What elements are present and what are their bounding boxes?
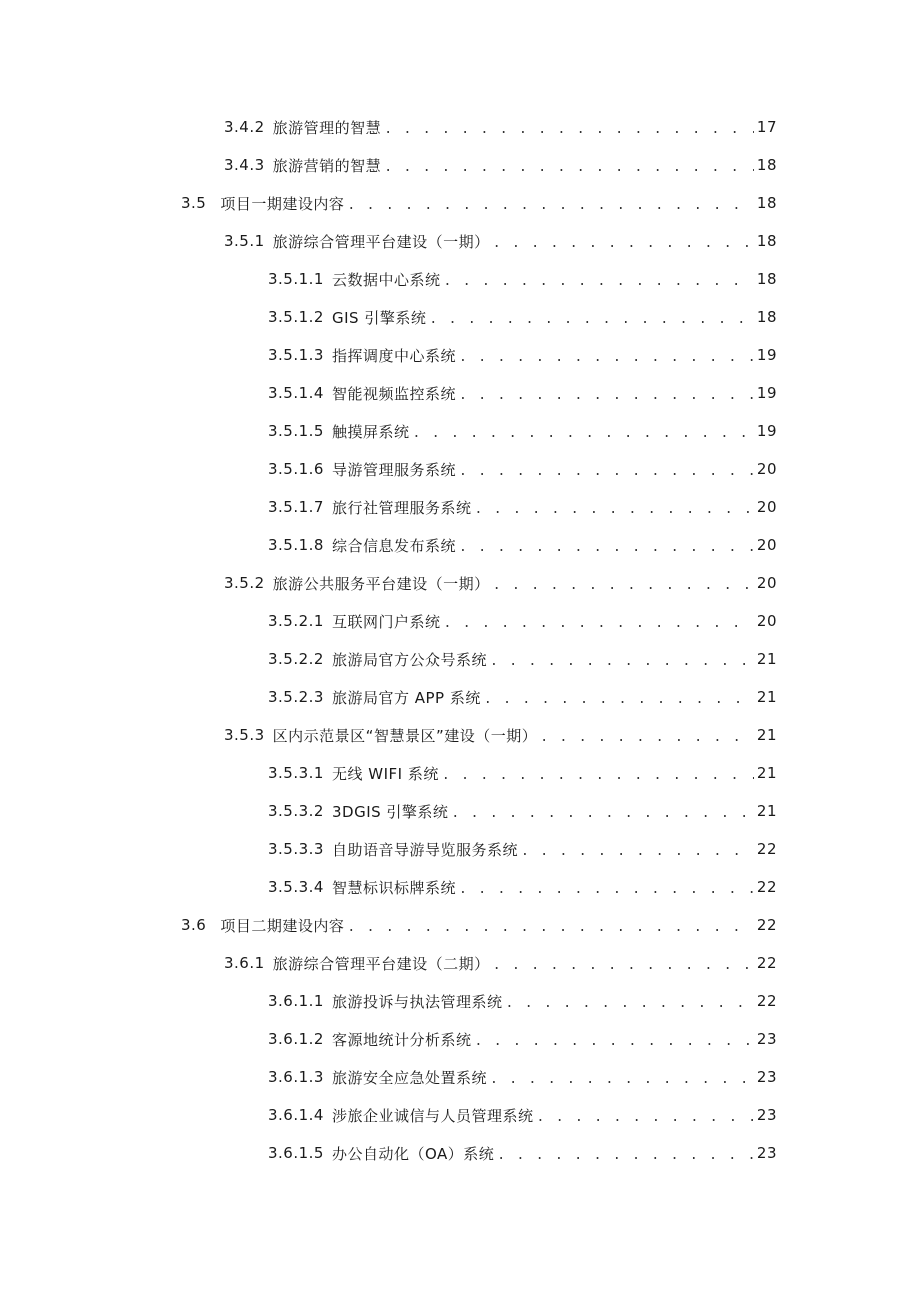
toc-section-title: 旅游营销的智慧 [272, 156, 382, 175]
toc-section-number: 3.5.3.3 [268, 840, 324, 858]
toc-entry[interactable] [0, 374, 920, 412]
toc-entry[interactable] [0, 488, 920, 526]
toc-page-number: 23 [756, 1068, 777, 1086]
toc-section-title: 3DGIS 引擎系统 [331, 802, 449, 821]
toc-dot-leader [521, 845, 754, 858]
toc-page-number: 18 [756, 156, 777, 174]
toc-page-number: 21 [756, 688, 777, 706]
toc-section-title: 导游管理服务系统 [331, 460, 456, 479]
toc-section-number: 3.5.1.8 [268, 536, 324, 554]
toc-entry[interactable] [0, 1134, 920, 1172]
toc-page-number: 21 [756, 726, 777, 744]
toc-page-number: 22 [756, 840, 777, 858]
toc-section-number: 3.6.1.3 [268, 1068, 324, 1086]
toc-section-number: 3.5.1 [224, 232, 265, 250]
toc-entry[interactable] [0, 678, 920, 716]
toc-section-title: 旅游投诉与执法管理系统 [331, 992, 503, 1011]
toc-section-title: 旅游局官方公众号系统 [331, 650, 487, 669]
toc-dot-leader [384, 161, 754, 174]
toc-section-title: 无线 WIFI 系统 [331, 764, 439, 783]
toc-dot-leader [444, 275, 754, 288]
toc-section-number: 3.6.1.5 [268, 1144, 324, 1162]
toc-dot-leader [540, 731, 754, 744]
toc-dot-leader [459, 351, 754, 364]
toc-section-number: 3.5.3.4 [268, 878, 324, 896]
toc-dot-leader [459, 541, 754, 554]
toc-section-title: 旅游公共服务平台建设（一期） [272, 574, 490, 593]
toc-entry[interactable] [0, 982, 920, 1020]
toc-entry[interactable] [0, 868, 920, 906]
toc-dot-leader [493, 959, 754, 972]
toc-entry[interactable] [0, 830, 920, 868]
toc-page-number: 18 [756, 232, 777, 250]
toc-dot-leader [459, 465, 754, 478]
toc-section-title: 项目二期建设内容 [220, 916, 345, 935]
toc-section-number: 3.6.1.2 [268, 1030, 324, 1048]
toc-section-number: 3.5.3 [224, 726, 265, 744]
toc-entry[interactable] [0, 906, 920, 944]
toc-section-title: 办公自动化（OA）系统 [331, 1144, 495, 1163]
toc-dot-leader [442, 769, 754, 782]
toc-dot-leader [444, 617, 754, 630]
toc-section-number: 3.6.1.4 [268, 1106, 324, 1124]
toc-entry[interactable] [0, 336, 920, 374]
toc-dot-leader [429, 313, 754, 326]
toc-entry[interactable] [0, 792, 920, 830]
toc-section-title: 区内示范景区“智慧景区”建设（一期） [272, 726, 538, 745]
toc-section-title: 旅游安全应急处置系统 [331, 1068, 487, 1087]
toc-section-title: 自助语音导游导览服务系统 [331, 840, 518, 859]
toc-page-number: 21 [756, 764, 777, 782]
toc-section-title: 旅游综合管理平台建设（一期） [272, 232, 490, 251]
toc-section-number: 3.5.2.1 [268, 612, 324, 630]
toc-section-number: 3.5.1.3 [268, 346, 324, 364]
toc-entry[interactable] [0, 108, 920, 146]
toc-dot-leader [347, 199, 754, 212]
toc-dot-leader [484, 693, 754, 706]
toc-page-number: 20 [756, 612, 777, 630]
toc-section-number: 3.5.1.1 [268, 270, 324, 288]
toc-section-title: 旅游管理的智慧 [272, 118, 382, 137]
toc-dot-leader [413, 427, 754, 440]
toc-page-number: 19 [756, 384, 777, 402]
toc-entry[interactable] [0, 146, 920, 184]
toc-entry[interactable] [0, 412, 920, 450]
toc-dot-leader [497, 1149, 754, 1162]
toc-page-number: 18 [756, 270, 777, 288]
toc-section-number: 3.6.1 [224, 954, 265, 972]
toc-section-number: 3.4.2 [224, 118, 265, 136]
toc-section-title: 互联网门户系统 [331, 612, 441, 631]
toc-section-number: 3.5.3.2 [268, 802, 324, 820]
toc-entry[interactable] [0, 1058, 920, 1096]
toc-entry[interactable] [0, 1020, 920, 1058]
toc-section-number: 3.5.1.5 [268, 422, 324, 440]
toc-section-number: 3.6 [181, 916, 207, 934]
toc-page-number: 22 [756, 954, 777, 972]
toc-entry[interactable] [0, 564, 920, 602]
toc-page-number: 23 [756, 1144, 777, 1162]
toc-section-title: 指挥调度中心系统 [331, 346, 456, 365]
toc-page-number: 22 [756, 916, 777, 934]
toc-section-number: 3.5.2.3 [268, 688, 324, 706]
toc-section-title: 触摸屏系统 [331, 422, 410, 441]
toc-entry[interactable] [0, 602, 920, 640]
toc-page-number: 20 [756, 498, 777, 516]
toc-section-number: 3.5.1.4 [268, 384, 324, 402]
toc-dot-leader [537, 1111, 754, 1124]
toc-page-number: 22 [756, 992, 777, 1010]
toc-page-number: 19 [756, 346, 777, 364]
toc-page-number: 20 [756, 536, 777, 554]
toc-section-number: 3.5 [181, 194, 207, 212]
toc-dot-leader [493, 579, 754, 592]
toc-dot-leader [347, 921, 754, 934]
toc-section-title: 客源地统计分析系统 [331, 1030, 472, 1049]
toc-entry[interactable] [0, 1096, 920, 1134]
toc-section-title: 旅游综合管理平台建设（二期） [272, 954, 490, 973]
toc-section-number: 3.5.3.1 [268, 764, 324, 782]
toc-page-number: 18 [756, 308, 777, 326]
toc-dot-leader [493, 237, 754, 250]
toc-section-title: 综合信息发布系统 [331, 536, 456, 555]
toc-dot-leader [459, 883, 754, 896]
toc-section-title: 智慧标识标牌系统 [331, 878, 456, 897]
toc-section-title: 智能视频监控系统 [331, 384, 456, 403]
toc-dot-leader [490, 1073, 754, 1086]
toc-entry[interactable] [0, 716, 920, 754]
toc-entry[interactable] [0, 222, 920, 260]
toc-section-title: 涉旅企业诚信与人员管理系统 [331, 1106, 534, 1125]
toc-entry[interactable] [0, 184, 920, 222]
toc-section-number: 3.4.3 [224, 156, 265, 174]
toc-entry[interactable] [0, 640, 920, 678]
toc-section-title: 旅游局官方 APP 系统 [331, 688, 481, 707]
toc-entry[interactable] [0, 298, 920, 336]
toc-page-number: 23 [756, 1030, 777, 1048]
toc-page-number: 21 [756, 802, 777, 820]
toc-page-number: 18 [756, 194, 777, 212]
toc-entry[interactable] [0, 260, 920, 298]
toc-dot-leader [459, 389, 754, 402]
toc-dot-leader [451, 807, 753, 820]
toc-section-number: 3.5.2.2 [268, 650, 324, 668]
toc-section-title: 云数据中心系统 [331, 270, 441, 289]
toc-page-number: 17 [756, 118, 777, 136]
toc-dot-leader [475, 503, 754, 516]
toc-page-number: 22 [756, 878, 777, 896]
toc-section-number: 3.6.1.1 [268, 992, 324, 1010]
toc-page-number: 21 [756, 650, 777, 668]
toc-section-title: GIS 引擎系统 [331, 308, 427, 327]
toc-dot-leader [490, 655, 754, 668]
toc-entry[interactable] [0, 754, 920, 792]
toc-page-number: 20 [756, 574, 777, 592]
toc-page-number: 20 [756, 460, 777, 478]
toc-dot-leader [384, 123, 754, 136]
toc-page-number: 23 [756, 1106, 777, 1124]
toc-page-number: 19 [756, 422, 777, 440]
toc-section-number: 3.5.2 [224, 574, 265, 592]
toc-section-title: 项目一期建设内容 [220, 194, 345, 213]
toc-section-number: 3.5.1.6 [268, 460, 324, 478]
toc-section-number: 3.5.1.2 [268, 308, 324, 326]
toc-dot-leader [475, 1035, 754, 1048]
toc-entry[interactable] [0, 944, 920, 982]
table-of-contents [0, 108, 920, 1172]
toc-section-number: 3.5.1.7 [268, 498, 324, 516]
toc-dot-leader [506, 997, 754, 1010]
toc-section-title: 旅行社管理服务系统 [331, 498, 472, 517]
toc-entry[interactable] [0, 450, 920, 488]
toc-entry[interactable] [0, 526, 920, 564]
